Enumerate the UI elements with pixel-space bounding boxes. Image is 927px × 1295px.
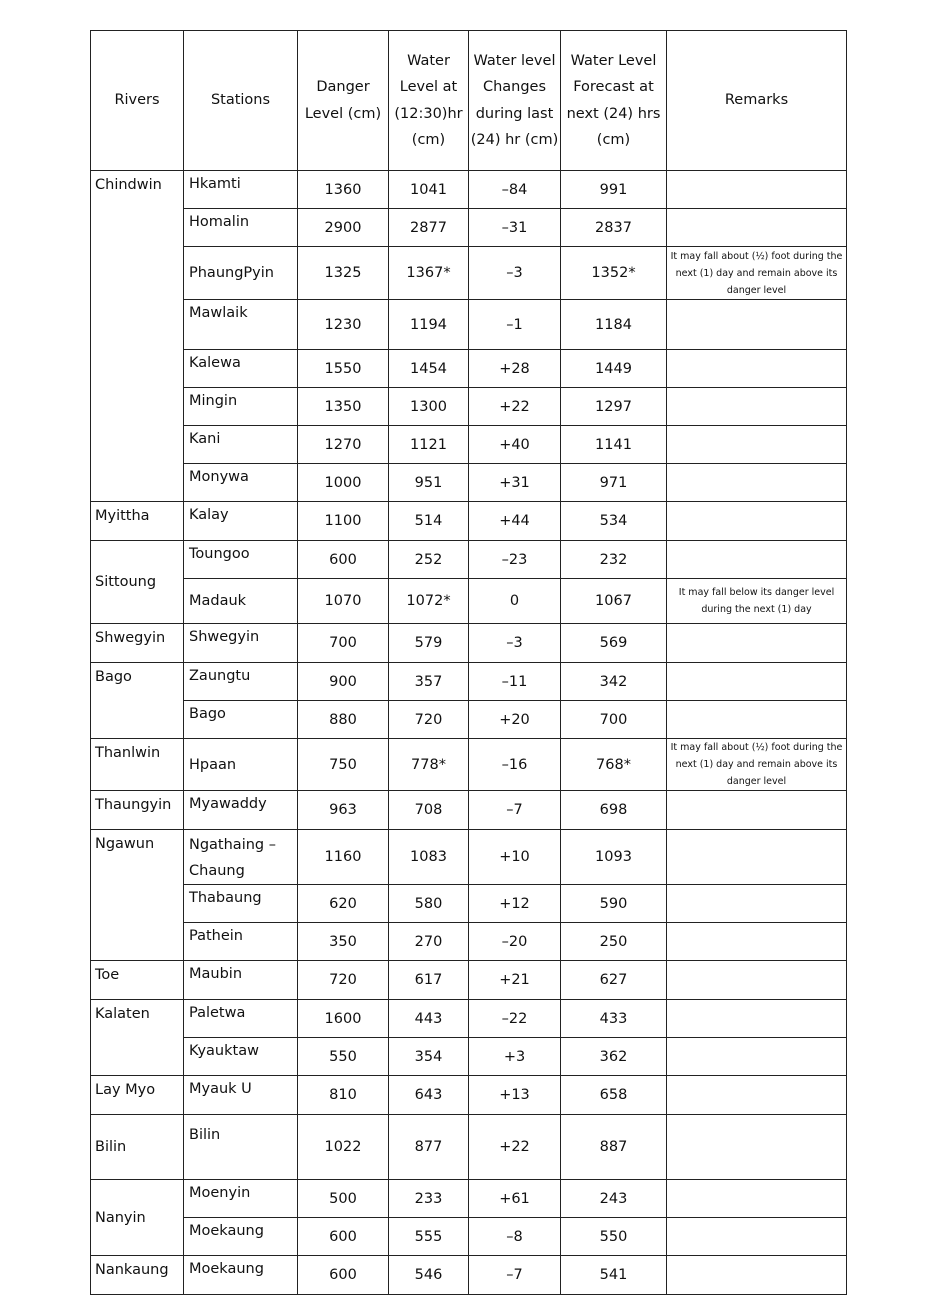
danger-cell: 2900	[298, 209, 389, 247]
forecast-cell: 1184	[561, 300, 667, 350]
table-row	[91, 885, 847, 923]
table-body	[91, 171, 847, 1295]
level-cell: 546	[389, 1256, 469, 1295]
danger-cell: 620	[298, 885, 389, 923]
forecast-cell: 887	[561, 1115, 667, 1180]
level-cell: 720	[389, 701, 469, 739]
change-cell: –20	[469, 923, 561, 961]
forecast-cell: 550	[561, 1218, 667, 1256]
forecast-cell: 658	[561, 1076, 667, 1115]
level-cell: 357	[389, 663, 469, 701]
station-cell: Kani	[184, 426, 298, 464]
forecast-cell: 1297	[561, 388, 667, 426]
table-row	[91, 1000, 847, 1038]
station-cell: Thabaung	[184, 885, 298, 923]
level-cell: 1367*	[389, 247, 469, 300]
remark-cell	[667, 961, 847, 1000]
danger-cell: 500	[298, 1180, 389, 1218]
change-cell: –84	[469, 171, 561, 209]
header-rivers: Rivers	[91, 31, 184, 171]
table-row	[91, 209, 847, 247]
forecast-cell: 569	[561, 624, 667, 663]
change-cell: +3	[469, 1038, 561, 1076]
level-cell: 1072*	[389, 579, 469, 624]
river-cell: Thanlwin	[91, 739, 184, 791]
station-cell: Myauk U	[184, 1076, 298, 1115]
station-cell: Madauk	[184, 579, 298, 624]
forecast-cell: 698	[561, 791, 667, 830]
danger-cell: 1000	[298, 464, 389, 502]
table-row	[91, 1038, 847, 1076]
forecast-cell: 1449	[561, 350, 667, 388]
danger-cell: 550	[298, 1038, 389, 1076]
table-row	[91, 541, 847, 579]
danger-cell: 600	[298, 1218, 389, 1256]
change-cell: +10	[469, 830, 561, 885]
river-cell: Ngawun	[91, 830, 184, 961]
forecast-cell: 342	[561, 663, 667, 701]
station-cell: Paletwa	[184, 1000, 298, 1038]
river-cell: Nankaung	[91, 1256, 184, 1295]
table-row	[91, 961, 847, 1000]
danger-cell: 1230	[298, 300, 389, 350]
change-cell: –23	[469, 541, 561, 579]
forecast-cell: 768*	[561, 739, 667, 791]
forecast-cell: 971	[561, 464, 667, 502]
remark-cell	[667, 541, 847, 579]
forecast-cell: 250	[561, 923, 667, 961]
table-row	[91, 1256, 847, 1295]
table-row	[91, 1076, 847, 1115]
level-cell: 1041	[389, 171, 469, 209]
forecast-cell: 362	[561, 1038, 667, 1076]
level-cell: 1121	[389, 426, 469, 464]
table-row	[91, 388, 847, 426]
station-cell: Kalewa	[184, 350, 298, 388]
table-row	[91, 791, 847, 830]
change-cell: +13	[469, 1076, 561, 1115]
change-cell: 0	[469, 579, 561, 624]
station-cell: Myawaddy	[184, 791, 298, 830]
river-cell: Lay Myo	[91, 1076, 184, 1115]
change-cell: +40	[469, 426, 561, 464]
table-row	[91, 171, 847, 209]
forecast-cell: 1093	[561, 830, 667, 885]
forecast-cell: 627	[561, 961, 667, 1000]
level-cell: 580	[389, 885, 469, 923]
forecast-cell: 534	[561, 502, 667, 541]
station-cell: Shwegyin	[184, 624, 298, 663]
river-cell: Myittha	[91, 502, 184, 541]
change-cell: +28	[469, 350, 561, 388]
river-cell: Bago	[91, 663, 184, 739]
change-cell: +61	[469, 1180, 561, 1218]
header-remarks: Remarks	[667, 31, 847, 171]
table-row	[91, 350, 847, 388]
remark-cell	[667, 209, 847, 247]
station-cell: Moenyin	[184, 1180, 298, 1218]
danger-cell: 880	[298, 701, 389, 739]
level-cell: 1194	[389, 300, 469, 350]
danger-cell: 900	[298, 663, 389, 701]
station-cell: Toungoo	[184, 541, 298, 579]
change-cell: –7	[469, 1256, 561, 1295]
level-cell: 233	[389, 1180, 469, 1218]
remark-cell	[667, 1256, 847, 1295]
danger-cell: 1100	[298, 502, 389, 541]
remark-cell	[667, 1000, 847, 1038]
danger-cell: 350	[298, 923, 389, 961]
station-cell: Mawlaik	[184, 300, 298, 350]
level-cell: 2877	[389, 209, 469, 247]
remark-cell: It may fall about (½) foot during the next (1) day and remain above its danger level	[667, 247, 847, 300]
danger-cell: 600	[298, 541, 389, 579]
remark-cell	[667, 791, 847, 830]
forecast-cell: 232	[561, 541, 667, 579]
remark-cell	[667, 1076, 847, 1115]
danger-cell: 700	[298, 624, 389, 663]
change-cell: –11	[469, 663, 561, 701]
danger-cell: 1350	[298, 388, 389, 426]
station-cell: Mingin	[184, 388, 298, 426]
table-row	[91, 247, 847, 300]
station-cell: Moekaung	[184, 1218, 298, 1256]
remark-cell	[667, 885, 847, 923]
station-cell: Pathein	[184, 923, 298, 961]
river-cell: Toe	[91, 961, 184, 1000]
danger-cell: 1360	[298, 171, 389, 209]
station-cell: Maubin	[184, 961, 298, 1000]
station-cell: Hkamti	[184, 171, 298, 209]
station-cell: Kyauktaw	[184, 1038, 298, 1076]
remark-cell	[667, 1115, 847, 1180]
change-cell: +22	[469, 388, 561, 426]
table-row	[91, 1180, 847, 1218]
level-cell: 354	[389, 1038, 469, 1076]
remark-cell	[667, 663, 847, 701]
station-cell: Monywa	[184, 464, 298, 502]
remark-cell	[667, 502, 847, 541]
change-cell: –1	[469, 300, 561, 350]
level-cell: 951	[389, 464, 469, 502]
remark-cell	[667, 426, 847, 464]
station-cell: Homalin	[184, 209, 298, 247]
header-stations: Stations	[184, 31, 298, 171]
station-cell: Zaungtu	[184, 663, 298, 701]
river-cell: Bilin	[91, 1115, 184, 1180]
table-row	[91, 464, 847, 502]
table-row	[91, 830, 847, 885]
level-cell: 877	[389, 1115, 469, 1180]
station-cell: Moekaung	[184, 1256, 298, 1295]
forecast-cell: 991	[561, 171, 667, 209]
station-cell: Kalay	[184, 502, 298, 541]
change-cell: +12	[469, 885, 561, 923]
remark-cell	[667, 1180, 847, 1218]
remark-cell	[667, 388, 847, 426]
header-danger-level: Danger Level (cm)	[298, 31, 389, 171]
change-cell: –16	[469, 739, 561, 791]
level-cell: 270	[389, 923, 469, 961]
table-row	[91, 739, 847, 791]
remark-cell	[667, 701, 847, 739]
level-cell: 1083	[389, 830, 469, 885]
station-cell: Bilin	[184, 1115, 298, 1180]
forecast-cell: 590	[561, 885, 667, 923]
station-cell: Hpaan	[184, 739, 298, 791]
danger-cell: 963	[298, 791, 389, 830]
danger-cell: 1550	[298, 350, 389, 388]
danger-cell: 1022	[298, 1115, 389, 1180]
change-cell: –3	[469, 624, 561, 663]
water-level-table	[90, 30, 847, 1295]
header-water-level: Water Level at (12:30)hr (cm)	[389, 31, 469, 171]
table-row	[91, 624, 847, 663]
level-cell: 514	[389, 502, 469, 541]
forecast-cell: 1141	[561, 426, 667, 464]
level-cell: 555	[389, 1218, 469, 1256]
danger-cell: 810	[298, 1076, 389, 1115]
remark-cell	[667, 350, 847, 388]
change-cell: –7	[469, 791, 561, 830]
danger-cell: 1325	[298, 247, 389, 300]
table-row	[91, 502, 847, 541]
change-cell: +44	[469, 502, 561, 541]
danger-cell: 1600	[298, 1000, 389, 1038]
level-cell: 643	[389, 1076, 469, 1115]
table-row	[91, 701, 847, 739]
change-cell: +20	[469, 701, 561, 739]
table-row	[91, 923, 847, 961]
river-cell: Thaungyin	[91, 791, 184, 830]
table-row	[91, 300, 847, 350]
level-cell: 708	[389, 791, 469, 830]
danger-cell: 1270	[298, 426, 389, 464]
change-cell: +31	[469, 464, 561, 502]
forecast-cell: 1067	[561, 579, 667, 624]
table-row	[91, 426, 847, 464]
level-cell: 1454	[389, 350, 469, 388]
station-cell: PhaungPyin	[184, 247, 298, 300]
header-row	[91, 31, 847, 171]
remark-cell	[667, 171, 847, 209]
danger-cell: 1160	[298, 830, 389, 885]
river-cell: Nanyin	[91, 1180, 184, 1256]
remark-cell	[667, 1038, 847, 1076]
river-cell: Kalaten	[91, 1000, 184, 1076]
remark-cell	[667, 464, 847, 502]
table-row	[91, 1115, 847, 1180]
table-row	[91, 663, 847, 701]
level-cell: 579	[389, 624, 469, 663]
forecast-cell: 1352*	[561, 247, 667, 300]
level-cell: 617	[389, 961, 469, 1000]
danger-cell: 720	[298, 961, 389, 1000]
remark-cell: It may fall about (½) foot during the next (1) day and remain above its danger level	[667, 739, 847, 791]
river-cell: Shwegyin	[91, 624, 184, 663]
river-cell: Chindwin	[91, 171, 184, 502]
change-cell: +21	[469, 961, 561, 1000]
river-cell: Sittoung	[91, 541, 184, 624]
level-cell: 778*	[389, 739, 469, 791]
table-row	[91, 1218, 847, 1256]
remark-cell	[667, 624, 847, 663]
remark-cell	[667, 300, 847, 350]
forecast-cell: 433	[561, 1000, 667, 1038]
level-cell: 1300	[389, 388, 469, 426]
change-cell: –3	[469, 247, 561, 300]
remark-cell	[667, 830, 847, 885]
forecast-cell: 700	[561, 701, 667, 739]
header-forecast: Water Level Forecast at next (24) hrs (cm)	[561, 31, 667, 171]
change-cell: +22	[469, 1115, 561, 1180]
table-row	[91, 579, 847, 624]
change-cell: –31	[469, 209, 561, 247]
station-cell: Ngathaing – Chaung	[184, 830, 298, 885]
danger-cell: 1070	[298, 579, 389, 624]
danger-cell: 600	[298, 1256, 389, 1295]
remark-cell	[667, 1218, 847, 1256]
change-cell: –8	[469, 1218, 561, 1256]
level-cell: 443	[389, 1000, 469, 1038]
remark-cell: It may fall below its danger level during the next (1) day	[667, 579, 847, 624]
change-cell: –22	[469, 1000, 561, 1038]
forecast-cell: 243	[561, 1180, 667, 1218]
forecast-cell: 2837	[561, 209, 667, 247]
level-cell: 252	[389, 541, 469, 579]
header-level-changes: Water level Changes during last (24) hr (cm)	[469, 31, 561, 171]
station-cell: Bago	[184, 701, 298, 739]
remark-cell	[667, 923, 847, 961]
danger-cell: 750	[298, 739, 389, 791]
forecast-cell: 541	[561, 1256, 667, 1295]
